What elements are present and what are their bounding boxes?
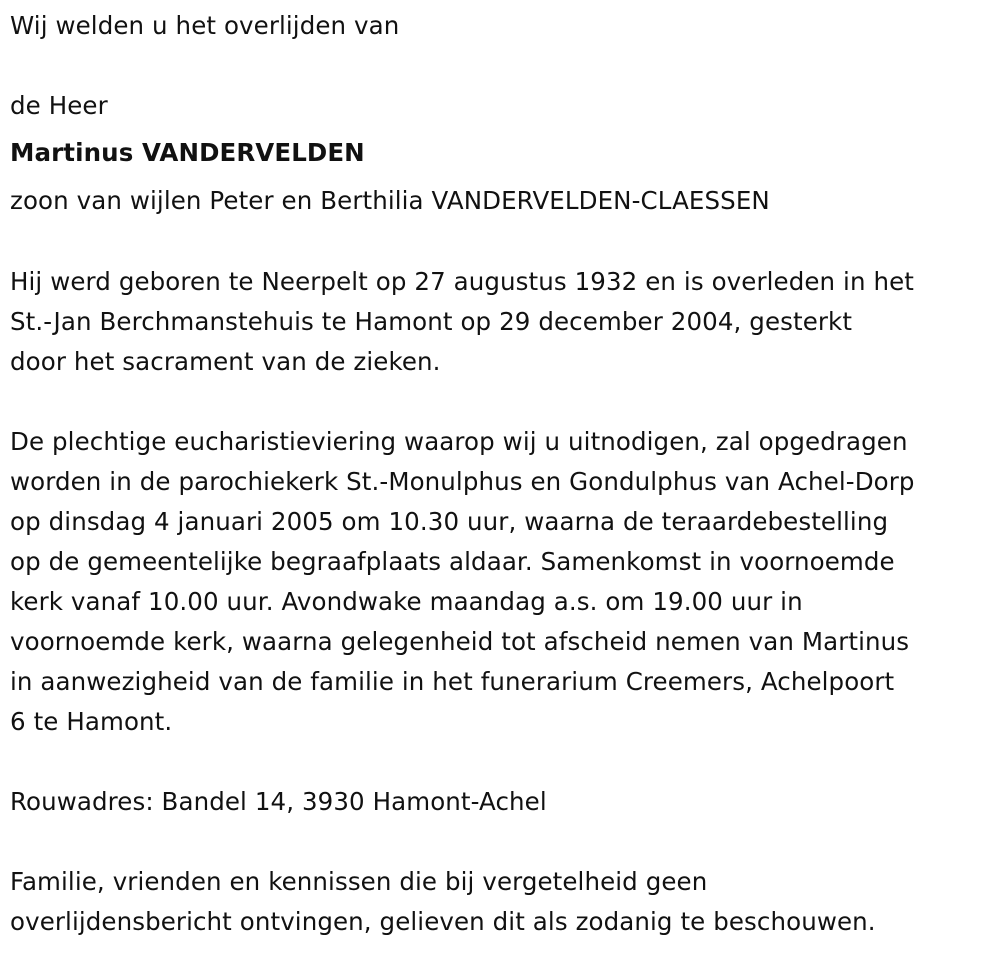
paragraph-line: 6 te Hamont. <box>10 707 173 736</box>
paragraph-line: worden in de parochiekerk St.-Monulphus en Gondulphus van Achel-Dorp <box>10 467 915 496</box>
deceased-name: Martinus VANDERVELDEN <box>10 138 365 167</box>
paragraph-line: De plechtige eucharistieviering waarop wij u uitnodigen, zal opgedragen <box>10 427 908 456</box>
paragraph-line: in aanwezigheid van de familie in het funerarium Creemers, Achelpoort <box>10 667 895 696</box>
opening-line: Wij welden u het overlijden van <box>10 11 400 40</box>
paragraph-line: op de gemeentelijke begraafplaats aldaar. Samenkomst in voornoemde <box>10 547 895 576</box>
paragraph-line: St.-Jan Berchmanstehuis te Hamont op 29 december 2004, gesterkt <box>10 307 853 336</box>
paragraph-line: Hij werd geboren te Neerpelt op 27 augustus 1932 en is overleden in het <box>10 267 914 296</box>
paragraph-line: kerk vanaf 10.00 uur. Avondwake maandag a.s. om 19.00 uur in <box>10 587 803 616</box>
parents-line: zoon van wijlen Peter en Berthilia VANDERVELDEN-CLAESSEN <box>10 186 770 215</box>
paragraph-line: door het sacrament van de zieken. <box>10 347 441 376</box>
mourning-address: Rouwadres: Bandel 14, 3930 Hamont-Achel <box>10 787 547 816</box>
paragraph-line: overlijdensbericht ontvingen, gelieven dit als zodanig te beschouwen. <box>10 907 876 936</box>
honorific: de Heer <box>10 91 108 120</box>
paragraph-line: voornoemde kerk, waarna gelegenheid tot afscheid nemen van Martinus <box>10 627 910 656</box>
paragraph-line: Familie, vrienden en kennissen die bij vergetelheid geen <box>10 867 708 896</box>
paragraph-line: op dinsdag 4 januari 2005 om 10.30 uur, waarna de teraardebestelling <box>10 507 889 536</box>
